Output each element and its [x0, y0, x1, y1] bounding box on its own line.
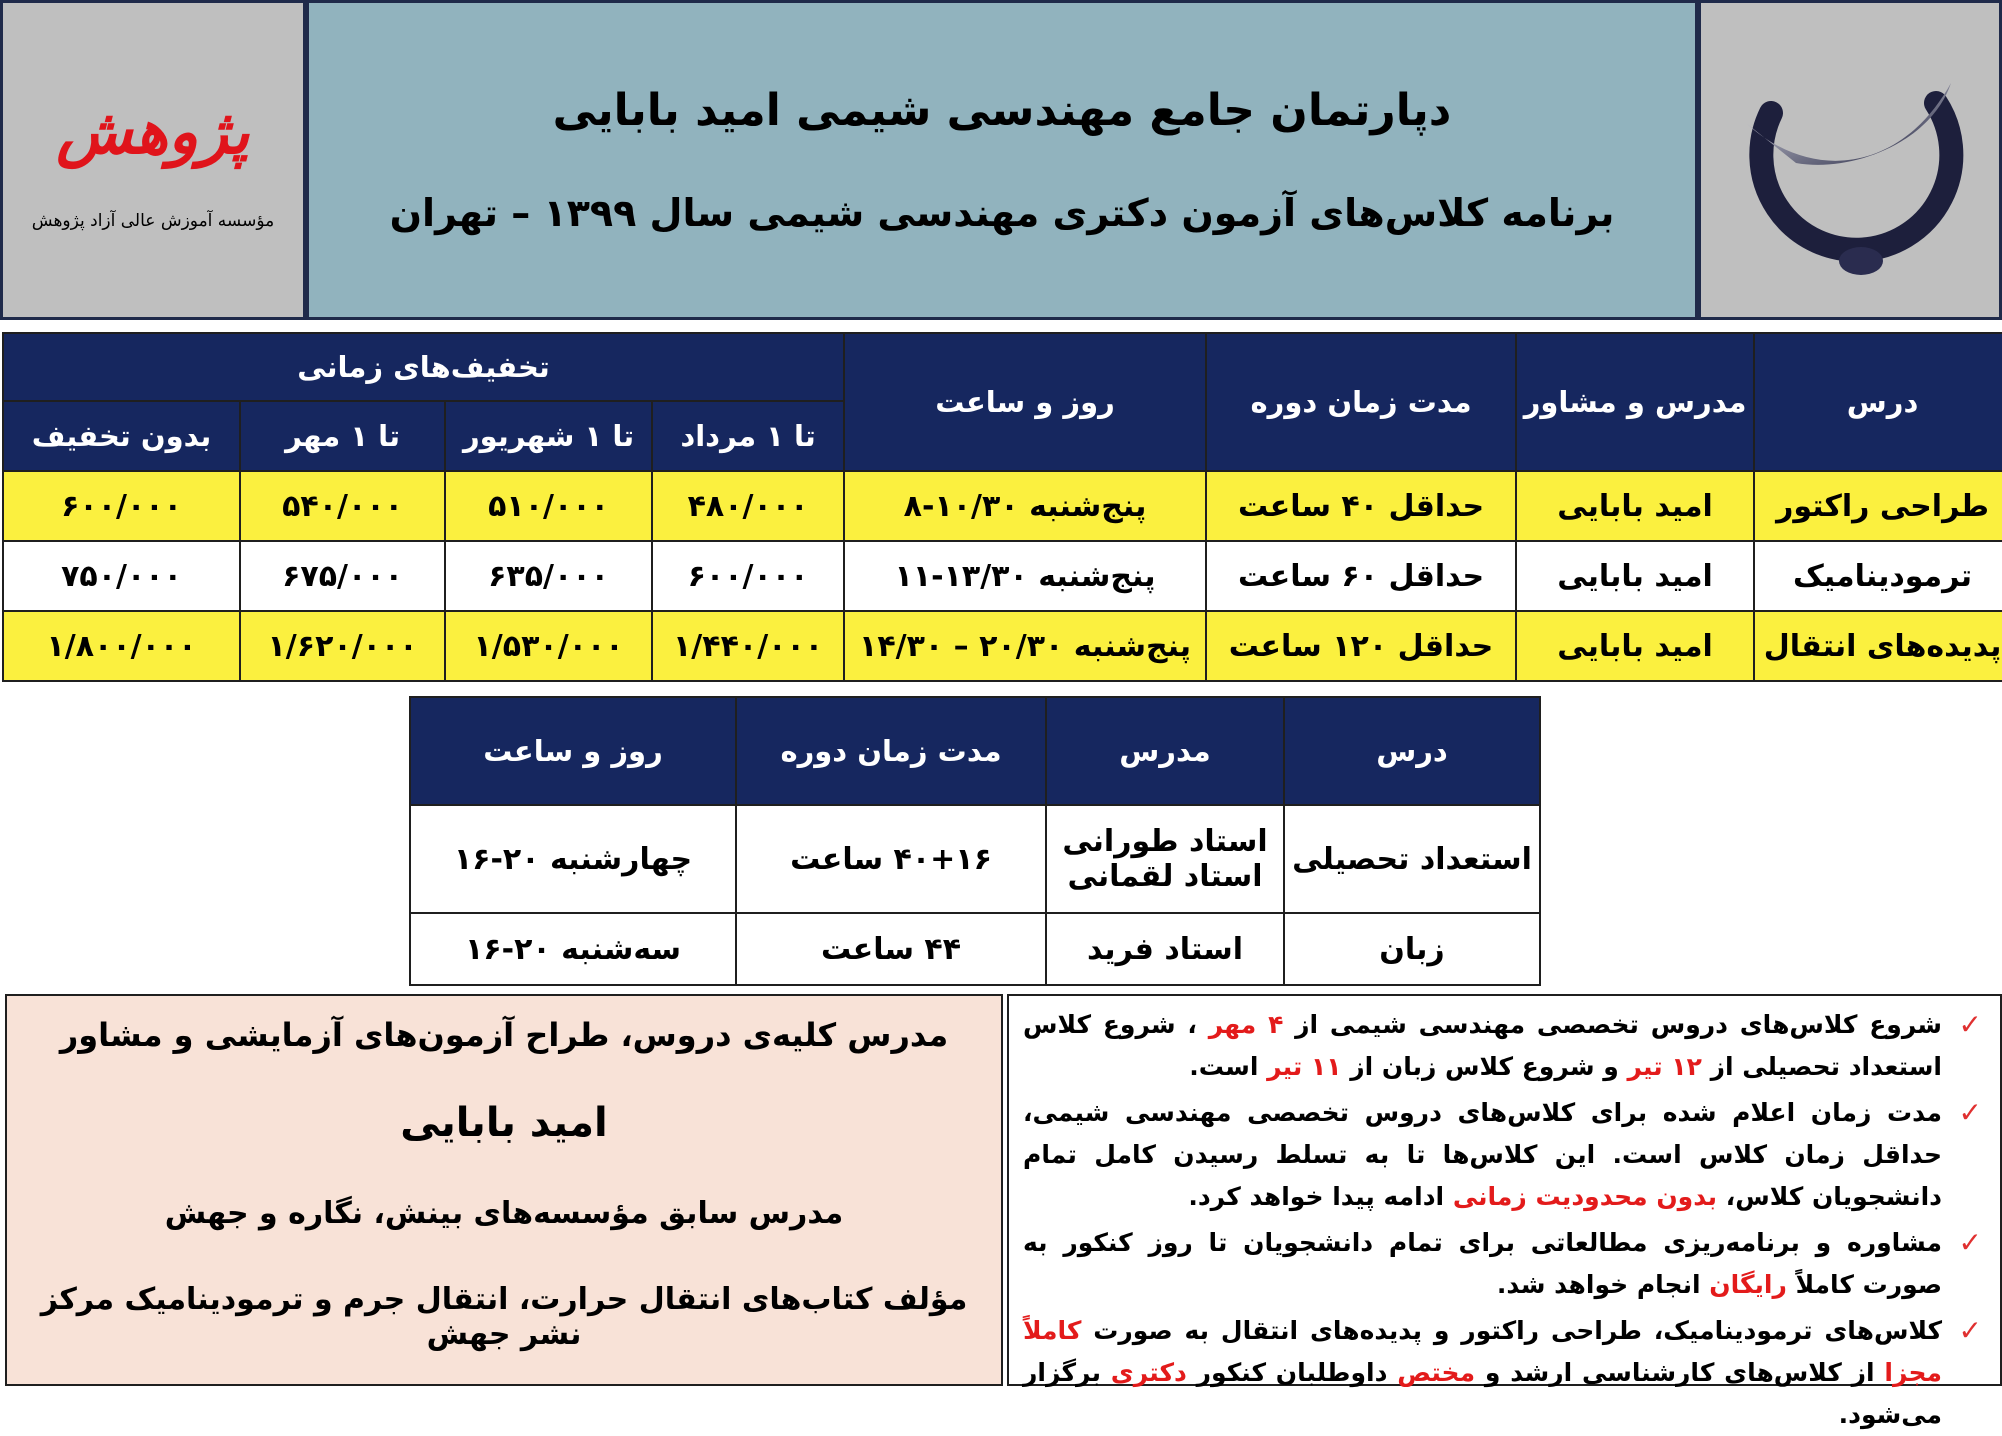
cell-teacher: [1046, 805, 1284, 913]
cell-course: زبان: [1284, 913, 1540, 985]
table-row: [3, 541, 2002, 611]
header-discount-shahrivar: تا ۱ شهریور: [445, 401, 652, 471]
table-row: [410, 913, 1540, 985]
cell-teacher: امید بابایی: [1516, 611, 1754, 681]
cell-duration: ۴۴ ساعت: [736, 913, 1046, 985]
cell-course: طراحی راکتور: [1754, 471, 2002, 541]
course-price-table: [2, 332, 2002, 682]
checkmark-icon: ✓: [1958, 1096, 1982, 1129]
instructor-name: امید بابایی: [400, 1100, 608, 1146]
cell-duration: حداقل ۴۰ ساعت: [1206, 471, 1516, 541]
teacher-name: استاد طورانی: [1062, 824, 1268, 859]
cell-schedule: چهارشنبه ۲۰-۱۶: [410, 805, 736, 913]
institute-logo-panel: [0, 0, 306, 320]
table-row: [3, 471, 2002, 541]
general-courses-table: [409, 696, 1541, 986]
header-course: درس: [1754, 333, 2002, 471]
cell-teacher: امید بابایی: [1516, 471, 1754, 541]
header-title-panel: [306, 0, 1698, 320]
page-title: دپارتمان جامع مهندسی شیمی امید بابایی: [552, 85, 1452, 136]
note-item: ✓ شروع کلاس‌های دروس تخصصی مهندسی شیمی از ۴ مهر ، شروع کلاس استعداد تحصیلی از ۱۲ تیر و شروع کلاس زبان از ۱۱ تیر است.: [1023, 1004, 1986, 1088]
note-item: ✓ کلاس‌های ترمودینامیک، طراحی راکتور و پدیده‌های انتقال به صورت کاملاً مجزا از کلاس‌های کارشناسی ارشد و مختص داوطلبان کنکور دکتری برگزار می‌شود.: [1023, 1310, 1986, 1436]
header-teacher: مدرس و مشاور: [1516, 333, 1754, 471]
header-schedule: روز و ساعت: [844, 333, 1206, 471]
cell-price-shahrivar: ۱/۵۳۰/۰۰۰: [445, 611, 652, 681]
cell-price-shahrivar: ۶۳۵/۰۰۰: [445, 541, 652, 611]
header-discount-mordad: تا ۱ مرداد: [652, 401, 844, 471]
cell-price-mordad: ۴۸۰/۰۰۰: [652, 471, 844, 541]
notes-panel: [1007, 994, 2002, 1429]
checkmark-icon: ✓: [1958, 1314, 1982, 1347]
cell-price-mehr: ۵۴۰/۰۰۰: [240, 471, 445, 541]
cell-duration: ۴۰+۱۶ ساعت: [736, 805, 1046, 913]
cell-teacher: استاد فرید: [1046, 913, 1284, 985]
pajouhesh-logo: پژوهش: [56, 95, 250, 168]
teacher-name: استاد لقمانی: [1067, 859, 1263, 894]
cell-duration: حداقل ۶۰ ساعت: [1206, 541, 1516, 611]
header-discount-mehr: تا ۱ مهر: [240, 401, 445, 471]
bio-former: مدرس سابق مؤسسه‌های بینش، نگاره و جهش: [164, 1196, 844, 1231]
cell-price-mehr: ۶۷۵/۰۰۰: [240, 541, 445, 611]
cell-schedule: پنج‌شنبه ۲۰/۳۰ – ۱۴/۳۰: [844, 611, 1206, 681]
note-item: ✓ مدت زمان اعلام شده برای کلاس‌های دروس تخصصی مهندسی شیمی، حداقل زمان کلاس است. این کلاس‌ها تا به تسلط رسیدن کامل تمام دانشجویان کلاس، بدون محدودیت زمانی ادامه پیدا خواهد کرد.: [1023, 1092, 1986, 1218]
cell-teacher: امید بابایی: [1516, 541, 1754, 611]
cell-price-shahrivar: ۵۱۰/۰۰۰: [445, 471, 652, 541]
page-subtitle: برنامه کلاس‌های آزمون دکتری مهندسی شیمی سال ۱۳۹۹ – تهران: [389, 191, 1615, 235]
cell-price-mordad: ۶۰۰/۰۰۰: [652, 541, 844, 611]
babaei-logo-icon: [1701, 3, 1999, 317]
cell-course: استعداد تحصیلی: [1284, 805, 1540, 913]
cell-price-full: ۷۵۰/۰۰۰: [3, 541, 240, 611]
institute-caption: مؤسسه آموزش عالی آزاد پژوهش: [31, 211, 275, 231]
cell-price-mordad: ۱/۴۴۰/۰۰۰: [652, 611, 844, 681]
cell-duration: حداقل ۱۲۰ ساعت: [1206, 611, 1516, 681]
header-teacher: مدرس: [1046, 697, 1284, 805]
note-item: ✓ مشاوره و برنامه‌ریزی مطالعاتی برای تمام دانشجویان تا روز کنکور به صورت کاملاً رایگان انجام خواهد شد.: [1023, 1222, 1986, 1306]
header-duration: مدت زمان دوره: [736, 697, 1046, 805]
cell-schedule: سه‌شنبه ۲۰-۱۶: [410, 913, 736, 985]
header-discounts: تخفیف‌های زمانی: [3, 333, 844, 401]
header-course: درس: [1284, 697, 1540, 805]
checkmark-icon: ✓: [1958, 1226, 1982, 1259]
department-logo-panel: [1698, 0, 2002, 320]
table-row: [410, 805, 1540, 913]
cell-price-mehr: ۱/۶۲۰/۰۰۰: [240, 611, 445, 681]
header-schedule: روز و ساعت: [410, 697, 736, 805]
header-duration: مدت زمان دوره: [1206, 333, 1516, 471]
cell-course: ترمودینامیک: [1754, 541, 2002, 611]
bio-role: مدرس کلیه‌ی دروس، طراح آزمون‌های آزمایشی و مشاور: [59, 1016, 949, 1054]
cell-price-full: ۶۰۰/۰۰۰: [3, 471, 240, 541]
bio-author: مؤلف کتاب‌های انتقال حرارت، انتقال جرم و ترمودینامیک مرکز نشر جهش: [40, 1282, 968, 1352]
cell-price-full: ۱/۸۰۰/۰۰۰: [3, 611, 240, 681]
header-no-discount: بدون تخفیف: [3, 401, 240, 471]
table-row: [3, 611, 2002, 681]
cell-course: پدیده‌های انتقال: [1754, 611, 2002, 681]
instructor-bio-panel: [5, 994, 1003, 1386]
checkmark-icon: ✓: [1958, 1008, 1982, 1041]
cell-schedule: پنج‌شنبه ۱۳/۳۰-۱۱: [844, 541, 1206, 611]
cell-schedule: پنج‌شنبه ۱۰/۳۰-۸: [844, 471, 1206, 541]
